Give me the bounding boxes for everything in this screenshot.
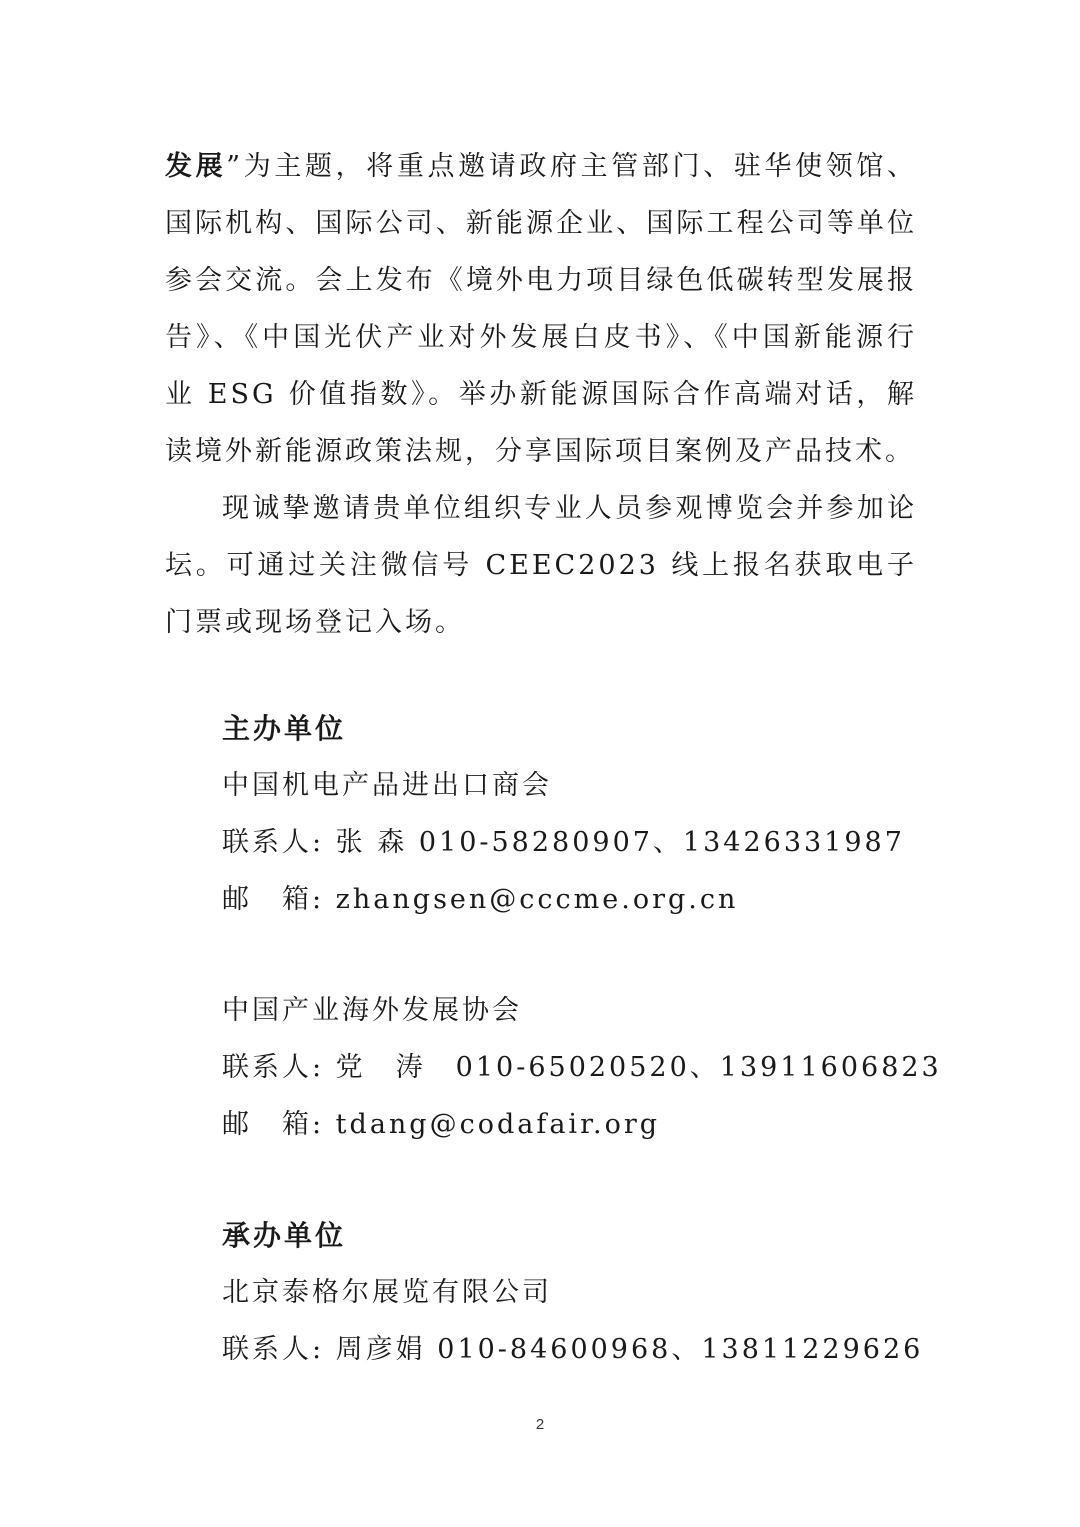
paragraph-2: 现诚挚邀请贵单位组织专业人员参观博览会并参加论坛。可通过关注微信号 CEEC2023 线上报名获取电子门票或现场登记入场。 xyxy=(165,493,917,638)
page-number: 2 xyxy=(535,1416,545,1433)
body-text xyxy=(165,138,917,651)
host-org-2-contact: 联系人: 党 涛 010-65020520、13911606823 xyxy=(222,1052,942,1083)
host-heading: 主办单位 xyxy=(222,712,347,745)
spacer xyxy=(222,928,942,982)
paragraph-1 xyxy=(165,138,917,480)
organizer-name: 北京泰格尔展览有限公司 xyxy=(222,1277,552,1308)
spacer xyxy=(222,1153,942,1207)
host-org-1-name: 中国机电产品进出口商会 xyxy=(222,770,552,801)
paragraph-1-lead: 发展 xyxy=(165,151,227,182)
organizations xyxy=(222,700,942,1378)
paragraph-1-rest: ”为主题，将重点邀请政府主管部门、驻华使领馆、国际机构、国际公司、新能源企业、国际工程公司等单位参会交流。会上发布《境外电力项目绿色低碳转型发展报告》、《中国光伏产业对外发展白皮书》、《中国新能源行业 ESG 价值指数》。举办新能源国际合作高端对话，解读境外新能源政策法规，分享国际项目案例及产品技术。 xyxy=(165,151,917,467)
host-org-1-contact: 联系人: 张 森 010-58280907、13426331987 xyxy=(222,827,905,858)
host-org-2-name: 中国产业海外发展协会 xyxy=(222,995,522,1026)
host-org-1-email: 邮 箱: zhangsen@cccme.org.cn xyxy=(222,884,739,915)
organizer-contact: 联系人: 周彦娟 010-84600968、13811229626 xyxy=(222,1334,924,1365)
host-org-2-email: 邮 箱: tdang@codafair.org xyxy=(222,1109,661,1140)
organizer-heading: 承办单位 xyxy=(222,1219,347,1252)
